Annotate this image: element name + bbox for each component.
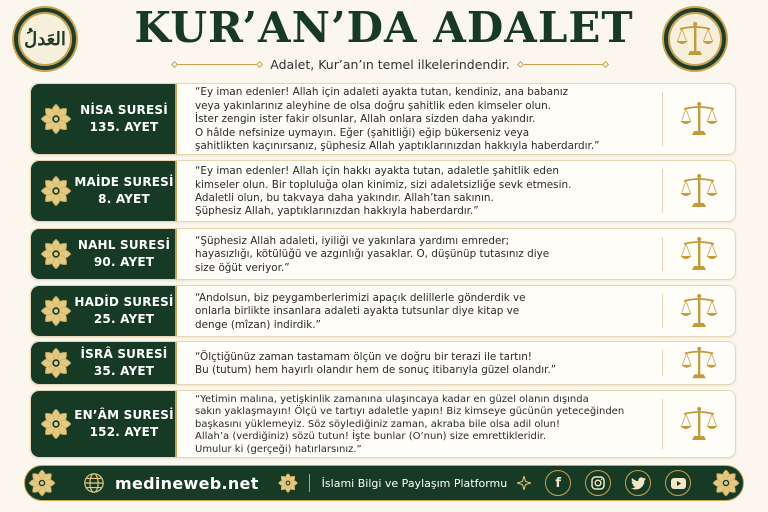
surah-label — [31, 229, 177, 279]
instagram-button[interactable] — [585, 470, 611, 496]
rosette-icon — [39, 407, 73, 441]
rosette-icon — [277, 472, 299, 494]
page-subtitle: Adalet, Kur’an’ın temel ilkelerindendir. — [270, 56, 510, 72]
verse-line: Adaletli olun, bu takvaya daha yakındır. Allah’tan sakının. — [195, 192, 494, 204]
verse-card-maide — [30, 160, 736, 222]
verse-line: onlarla birlikte insanlara adaleti ayakta tutsunlar diye kitap ve — [195, 305, 520, 318]
instagram-icon — [591, 476, 605, 490]
ornamental-rule-left — [172, 62, 262, 67]
verse-line: “Ey iman edenler! Allah için adaleti ayakta tutan, kendiniz, ana babanız — [195, 86, 569, 99]
verse-text — [177, 84, 662, 154]
rosette-icon — [39, 102, 73, 136]
website-link[interactable]: medineweb.net — [115, 473, 259, 493]
rosette-icon — [39, 237, 73, 271]
verse-text — [177, 161, 662, 221]
rosette-icon — [711, 468, 741, 498]
twitter-button[interactable] — [625, 470, 651, 496]
verse-line: veya yakınlarınız aleyhine de olsa doğru şahitlik eden kimseler olun. — [195, 99, 551, 112]
rosette-icon — [39, 174, 73, 208]
verse-line: Allah’a (verdiğiniz) sözü tutun! İşte bunlar (O’nun) size emrettikleridir. — [195, 431, 547, 443]
scales-icon — [679, 404, 719, 444]
verse-line: başkasını yüklemeyiz. Söz söylediğiniz zaman, akraba bile olsa adil olun! — [195, 418, 560, 430]
verse-line: şahitlikten kaçınırsanız, şüphesiz Allah yaptıklarınızdan hakkıyla haberdardır.” — [195, 140, 600, 153]
verse-line: İster zengin ister fakir olsunlar, Allah onlara sizden daha yakındır. — [195, 113, 536, 126]
surah-label — [31, 342, 177, 384]
ayah-number: 135. AYET — [89, 120, 159, 134]
verse-card-nisa — [30, 83, 736, 155]
verse-line: “Ölçtiğünüz zaman tastamam ölçün ve doğru bir terazi ile tartın! — [195, 350, 532, 363]
scales-icon — [679, 291, 719, 331]
verse-text — [177, 229, 662, 279]
ayah-number: 152. AYET — [89, 425, 159, 439]
verse-line: Şüphesiz Allah, yaptıklarınızdan hakkıyla haberdardır.” — [195, 205, 479, 218]
verse-text — [177, 391, 662, 457]
surah-name: NAHL SURESİ — [77, 238, 171, 252]
scales-icon — [679, 234, 719, 274]
verse-card-hadid — [30, 285, 736, 337]
verse-text — [177, 286, 662, 336]
surah-label — [31, 161, 177, 221]
twitter-icon — [631, 477, 646, 490]
verse-line: “Andolsun, biz peygamberlerimizi apaçık delillerle gönderdik ve — [195, 291, 526, 304]
scales-icon — [679, 99, 719, 139]
tagline: İslami Bilgi ve Paylaşım Platformu — [321, 476, 508, 490]
surah-name: İSRÂ SURESİ — [80, 347, 168, 361]
verse-line: hayasızlığı, kötülüğü ve azgınlığı yasaklar. O, düşünüp tutasınız diye — [195, 248, 550, 261]
subtitle-row — [140, 54, 640, 74]
surah-name: HADİD SURESİ — [74, 295, 174, 309]
verse-line: Bu (tutum) hem hayırlı olandır hem de sonuç itibarıyla güzel olandır.” — [195, 364, 557, 376]
verse-line: Umulur ki (gerçeği) hatırlarsınız.” — [195, 443, 362, 455]
surah-label — [31, 286, 177, 336]
surah-label — [31, 84, 177, 154]
ayah-number: 35. AYET — [93, 364, 155, 378]
four-point-star-icon — [517, 476, 531, 490]
rosette-icon — [39, 346, 73, 380]
verse-line: size öğüt veriyor.” — [195, 261, 290, 274]
scales-of-justice-emblem — [664, 8, 726, 70]
verse-card-isra — [30, 341, 736, 385]
verse-card-nahl — [30, 228, 736, 280]
ayah-number: 90. AYET — [93, 255, 155, 269]
surah-name: NİSA SURESİ — [80, 103, 168, 117]
ayah-number: 8. AYET — [98, 192, 150, 206]
ornamental-rule-right — [518, 62, 608, 67]
rosette-icon — [27, 468, 57, 498]
verse-line: denge (mîzan) indirdik.” — [195, 318, 321, 331]
ayah-number: 25. AYET — [93, 312, 155, 326]
verse-line: “Ey iman edenler! Allah için hakkı ayakta tutan, adaletle şahitlik eden — [195, 165, 559, 178]
verse-line: “Yetimin malına, yetişkinlik zamanına ulaşıncaya kadar en güzel olanın dışında — [195, 393, 589, 405]
facebook-icon: f — [555, 475, 562, 491]
verse-line: kimseler olun. Bir topluluğa olan kinimiz, sizi adaletsizliğe sevk etmesin. — [195, 178, 572, 191]
rosette-icon — [39, 294, 73, 328]
divider — [309, 474, 310, 492]
surah-label — [31, 391, 177, 457]
verse-line: “Şüphesiz Allah adaleti, iyiliği ve yakınlara yardımı emreder; — [195, 234, 510, 247]
youtube-icon — [671, 478, 686, 489]
page-title: KUR’AN’DA ADALET — [134, 3, 634, 52]
verse-card-enam — [30, 390, 736, 458]
scales-icon — [679, 171, 719, 211]
surah-name: MAİDE SURESİ — [74, 175, 174, 189]
footer-bar — [24, 465, 744, 501]
scales-icon — [675, 19, 715, 59]
youtube-button[interactable] — [665, 470, 691, 496]
verse-line: O hâlde nefsinize uymayın. Eğer (şahitliği) eğip bükerseniz veya — [195, 126, 530, 139]
emblem-arabic-text: العَدلُ — [24, 28, 66, 50]
facebook-button[interactable] — [545, 470, 571, 496]
verse-line: sakın yaklaşmayın! Ölçü ve tartıyı adaletle yapın! Biz kimseye gücünün yeteceğinden — [195, 406, 625, 418]
scales-icon — [680, 344, 718, 382]
surah-name: EN’ÂM SURESİ — [74, 408, 174, 422]
verse-text — [177, 342, 662, 384]
arabic-calligraphy-emblem — [14, 8, 76, 70]
globe-icon — [83, 472, 105, 494]
